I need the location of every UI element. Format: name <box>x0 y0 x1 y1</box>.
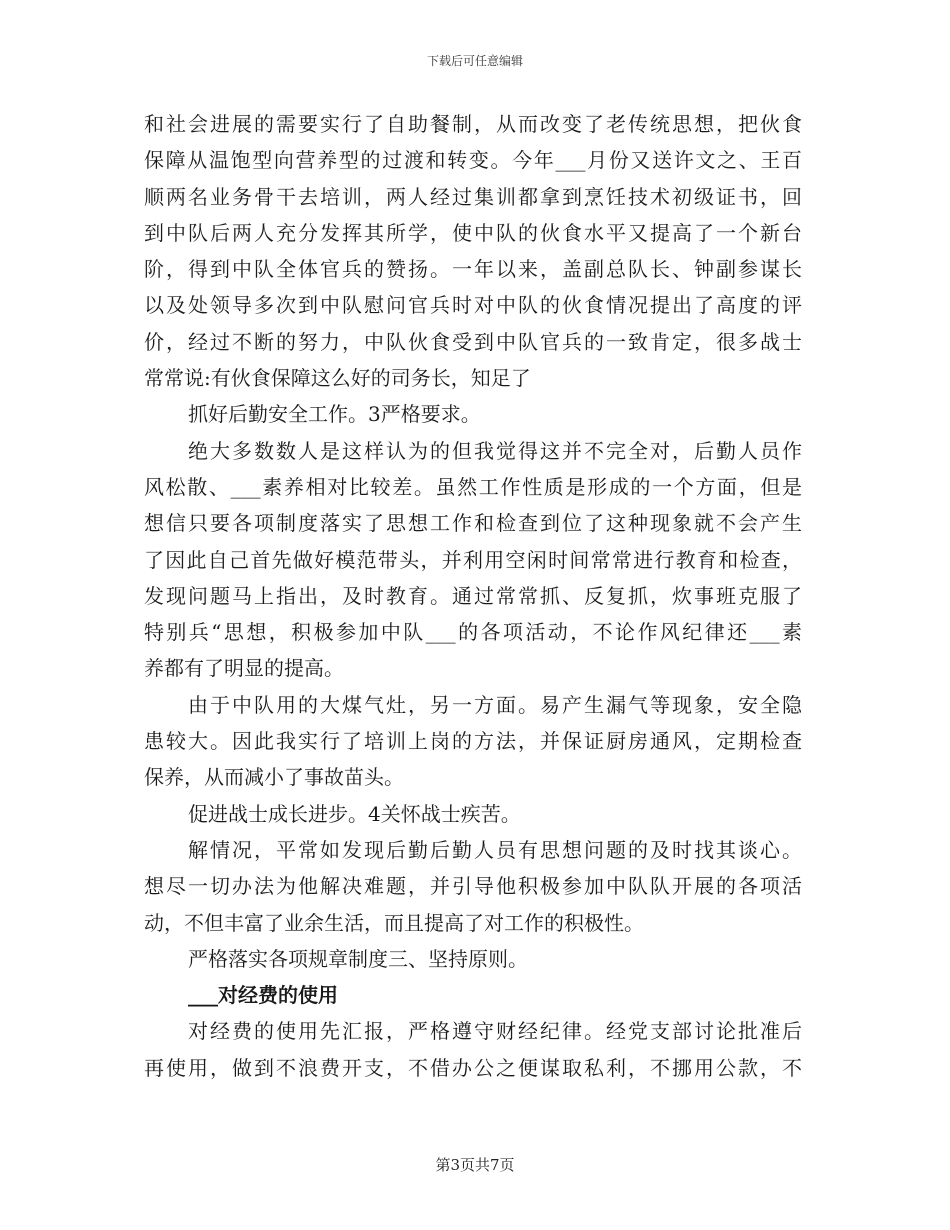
body-line: 想信只要各项制度落实了思想工作和检查到位了这种现象就不会产生 <box>144 511 802 536</box>
body-line: 动，不但丰富了业余生活，而且提高了对工作的积极性。 <box>144 910 644 935</box>
body-line: 特别兵“思想，积极参加中队___的各项活动，不论作风纪律还___素 <box>144 620 802 645</box>
body-line: 保养，从而减小了事故苗头。 <box>144 765 404 790</box>
body-line: 阶，得到中队全体官兵的赞扬。一年以来，盖副总队长、钟副参谋长 <box>144 257 802 282</box>
body-line: 和社会进展的需要实行了自助餐制，从而改变了老传统思想，把伙食 <box>144 112 802 136</box>
body-line: 养都有了明显的提高。 <box>144 656 344 681</box>
body-line: 保障从温饱型向营养型的过渡和转变。今年___月份又送许文之、王百 <box>144 148 802 173</box>
body-line: 对经费的使用先汇报，严格遵守财经纪律。经党支部讨论批准后 <box>188 1019 802 1044</box>
page-header: 下载后可任意编辑 <box>426 54 523 68</box>
body-line: 了因此自己首先做好模范带头，并利用空闲时间常常进行教育和检查， <box>144 547 802 572</box>
body-line: 发现问题马上指出，及时教育。通过常常抓、反复抓，炊事班克服了 <box>144 583 802 608</box>
body-line: 顺两名业务骨干去培训，两人经过集训都拿到烹饪技术初级证书，回 <box>144 184 802 209</box>
section-heading: ___对经费的使用 <box>188 983 338 1008</box>
document-body <box>144 106 802 1086</box>
body-line: 价，经过不断的努力，中队伙食受到中队官兵的一致肯定，很多战士 <box>144 329 802 354</box>
body-line: 绝大多数数人是这样认为的但我觉得这并不完全对，后勤人员作 <box>188 438 802 463</box>
body-line: 常常说:有伙食保障这么好的司务长，知足了 <box>144 366 531 391</box>
body-line: 患较大。因此我实行了培训上岗的方法，并保证厨房通风，定期检查 <box>144 729 802 754</box>
paragraph-heading: 严格落实各项规章制度三、坚持原则。 <box>188 946 528 971</box>
paragraph-heading: 抓好后勤安全工作。3严格要求。 <box>188 402 481 427</box>
body-line: 想尽一切办法为他解决难题，并引导他积极参加中队队开展的各项活 <box>144 874 802 899</box>
body-line: 风松散、___素养相对比较差。虽然工作性质是形成的一个方面，但是 <box>144 474 802 499</box>
paragraph-heading: 促进战士成长进步。4关怀战士疾苦。 <box>188 801 521 826</box>
body-line: 再使用，做到不浪费开支，不借办公之便谋取私利，不挪用公款，不 <box>144 1055 802 1080</box>
body-line: 解情况，平常如发现后勤后勤人员有思想问题的及时找其谈心。 <box>188 837 802 862</box>
body-line: 以及处领导多次到中队慰问官兵时对中队的伙食情况提出了高度的评 <box>144 293 802 318</box>
body-line: 由于中队用的大煤气灶，另一方面。易产生漏气等现象，安全隐 <box>188 692 802 717</box>
body-line: 到中队后两人充分发挥其所学，使中队的伙食水平又提高了一个新台 <box>144 220 802 245</box>
page-number: 第3页共7页 <box>435 1156 515 1174</box>
